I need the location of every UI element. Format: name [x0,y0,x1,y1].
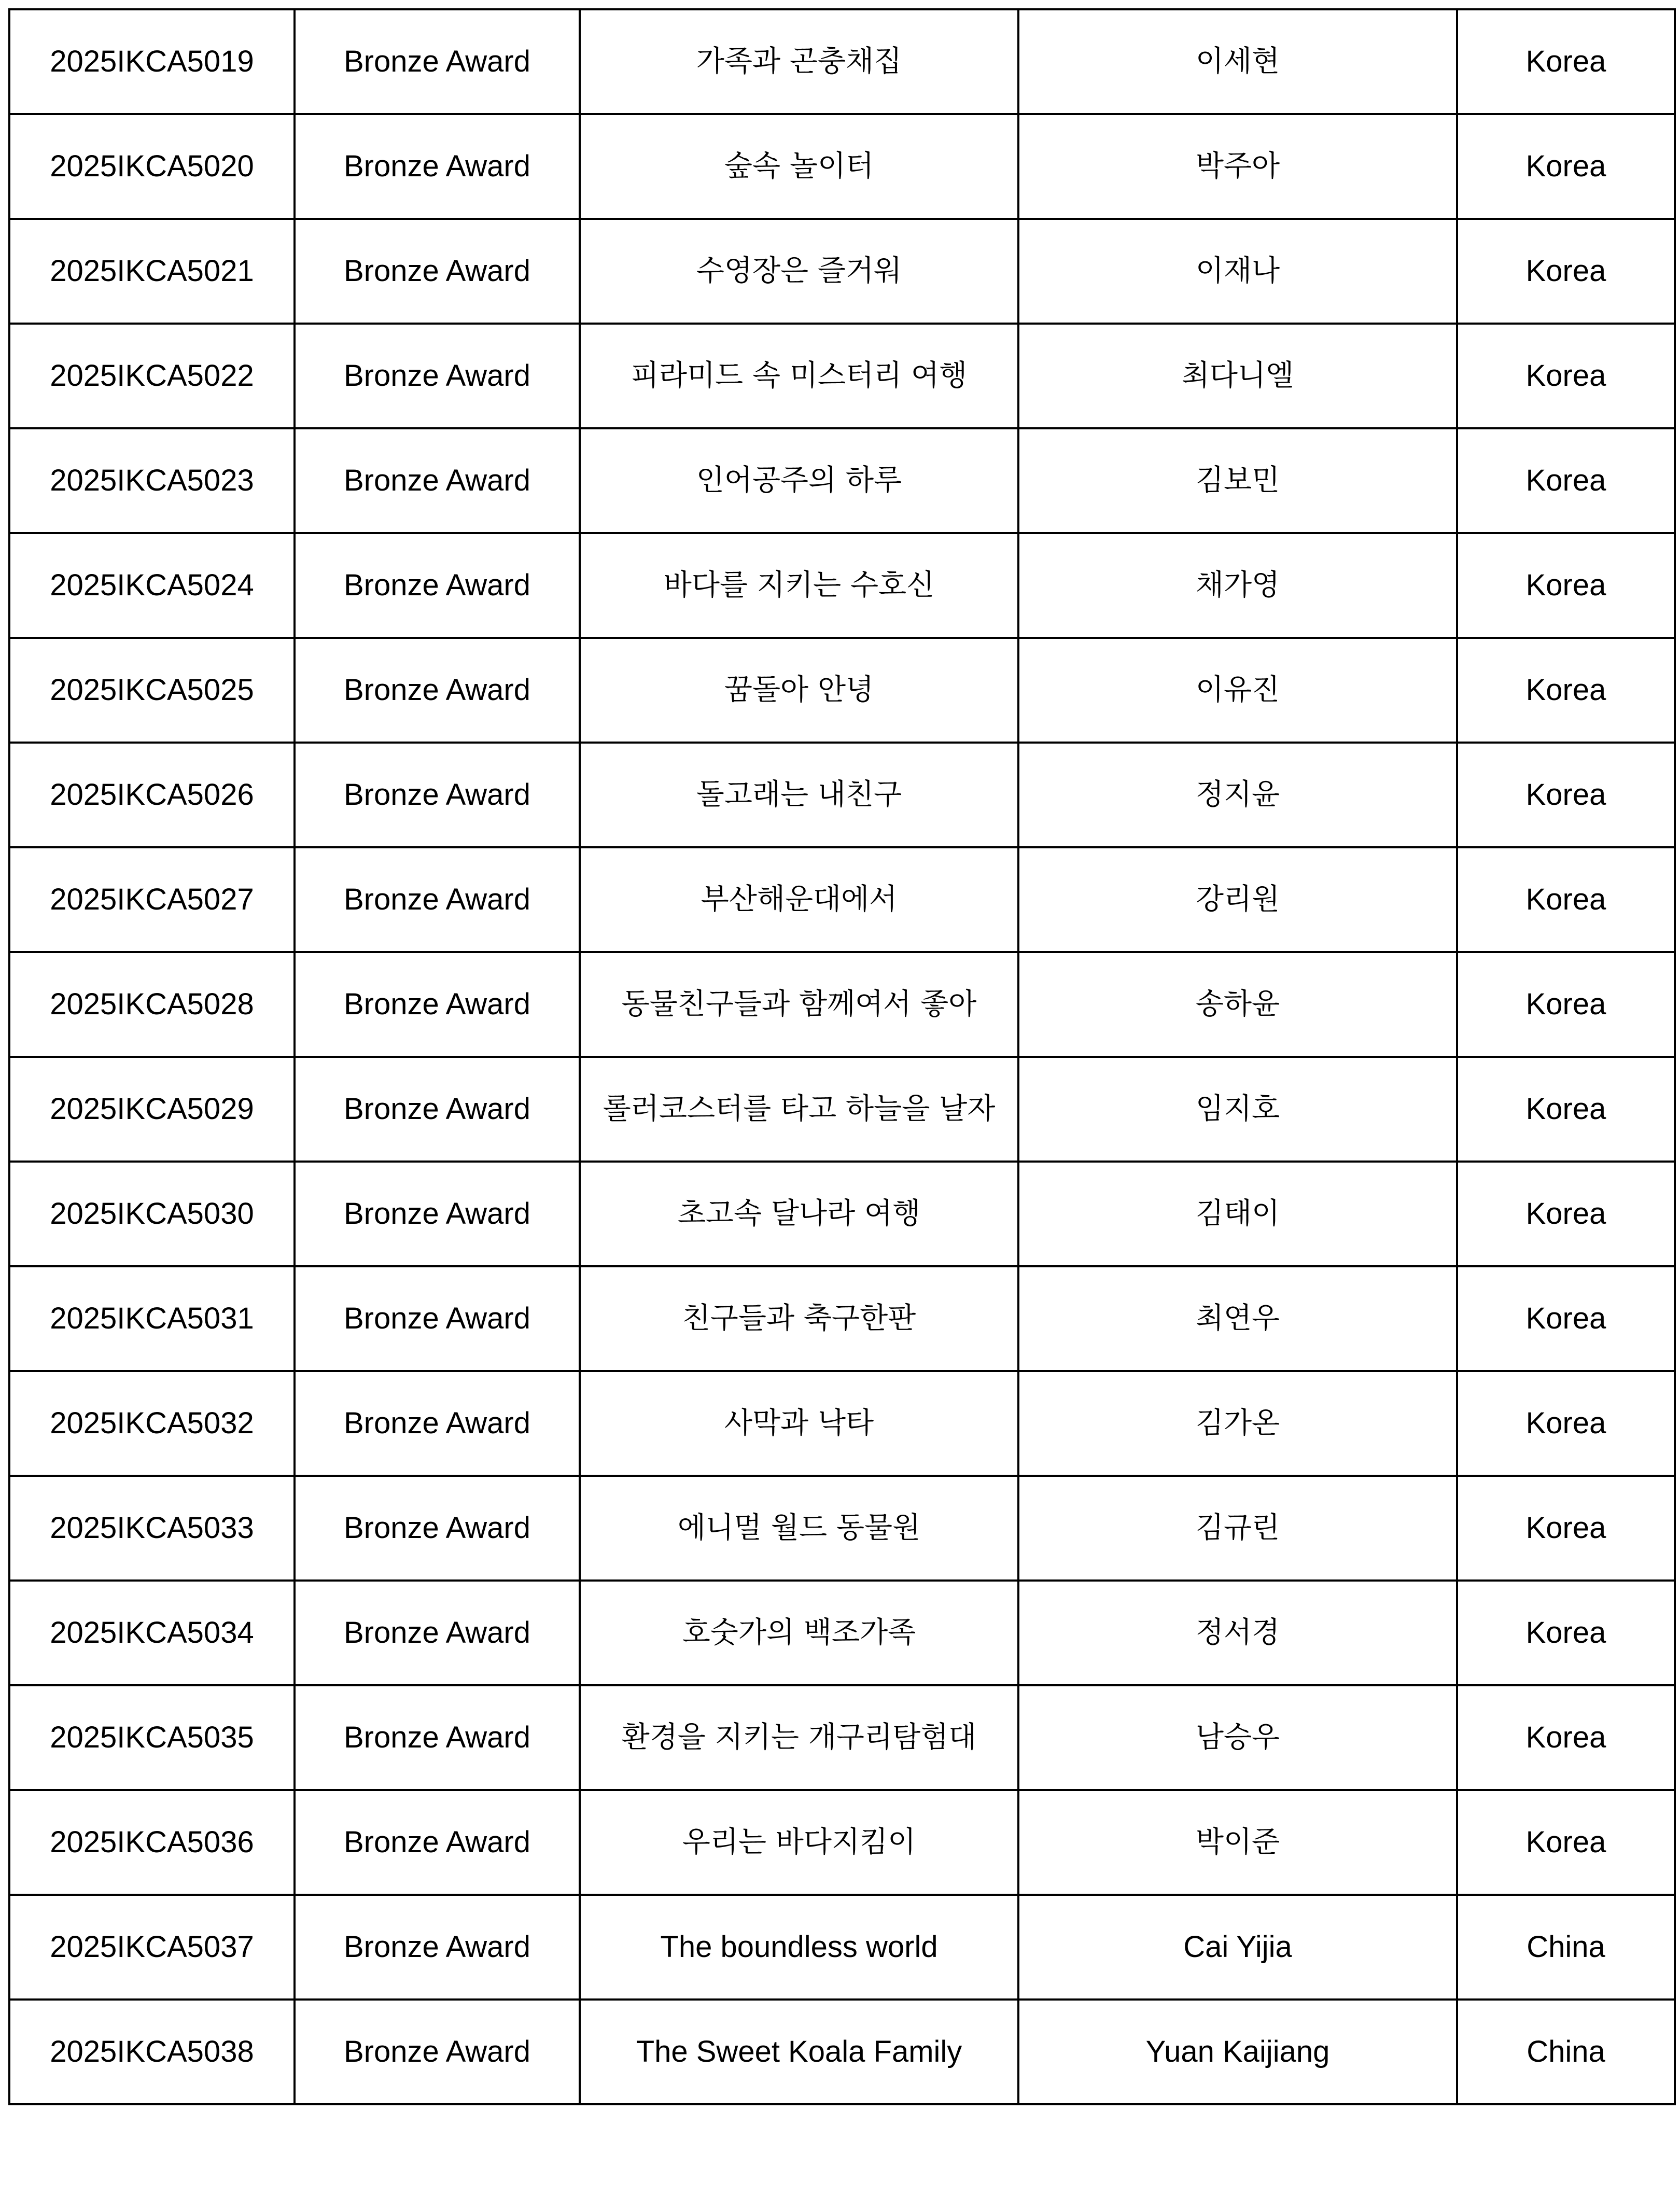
artist-name-cell: 채가영 [1018,533,1457,638]
artwork-title-cell: 숲속 놀이터 [580,114,1018,219]
artist-name-cell: Cai Yijia [1018,1895,1457,2000]
table-row [9,9,1675,114]
entry-id-cell: 2025IKCA5025 [9,638,295,743]
table-row [9,1790,1675,1895]
award-cell: Bronze Award [295,9,580,114]
entry-id-cell: 2025IKCA5023 [9,428,295,533]
artwork-title-cell: 돌고래는 내친구 [580,743,1018,847]
artwork-title-cell: The Sweet Koala Family [580,2000,1018,2104]
award-cell: Bronze Award [295,1790,580,1895]
country-cell: Korea [1457,1581,1675,1685]
award-cell: Bronze Award [295,533,580,638]
entry-id-cell: 2025IKCA5019 [9,9,295,114]
table-row [9,2000,1675,2104]
entry-id-cell: 2025IKCA5034 [9,1581,295,1685]
award-cell: Bronze Award [295,847,580,952]
table-row [9,952,1675,1057]
country-cell: Korea [1457,1266,1675,1371]
country-cell: China [1457,1895,1675,2000]
artist-name-cell: 정지윤 [1018,743,1457,847]
artwork-title-cell: 환경을 지키는 개구리탐험대 [580,1685,1018,1790]
award-cell: Bronze Award [295,1581,580,1685]
entry-id-cell: 2025IKCA5027 [9,847,295,952]
country-cell: Korea [1457,1057,1675,1162]
artist-name-cell: 최다니엘 [1018,324,1457,428]
artwork-title-cell: 초고속 달나라 여행 [580,1162,1018,1266]
country-cell: Korea [1457,324,1675,428]
artist-name-cell: 임지호 [1018,1057,1457,1162]
table-row [9,1581,1675,1685]
entry-id-cell: 2025IKCA5030 [9,1162,295,1266]
award-cell: Bronze Award [295,743,580,847]
country-cell: Korea [1457,9,1675,114]
entry-id-cell: 2025IKCA5036 [9,1790,295,1895]
artwork-title-cell: 친구들과 축구한판 [580,1266,1018,1371]
table-row [9,1476,1675,1581]
award-cell: Bronze Award [295,324,580,428]
award-cell: Bronze Award [295,2000,580,2104]
artist-name-cell: 박주아 [1018,114,1457,219]
entry-id-cell: 2025IKCA5037 [9,1895,295,2000]
award-cell: Bronze Award [295,1371,580,1476]
entry-id-cell: 2025IKCA5035 [9,1685,295,1790]
artist-name-cell: 이재나 [1018,219,1457,324]
entry-id-cell: 2025IKCA5033 [9,1476,295,1581]
artist-name-cell: 박이준 [1018,1790,1457,1895]
artwork-title-cell: 호숫가의 백조가족 [580,1581,1018,1685]
table-row [9,1371,1675,1476]
artwork-title-cell: 에니멀 월드 동물원 [580,1476,1018,1581]
artist-name-cell: 김가온 [1018,1371,1457,1476]
artwork-title-cell: 사막과 낙타 [580,1371,1018,1476]
award-table-body [9,9,1675,2104]
country-cell: Korea [1457,1476,1675,1581]
artwork-title-cell: 인어공주의 하루 [580,428,1018,533]
entry-id-cell: 2025IKCA5029 [9,1057,295,1162]
table-row [9,1057,1675,1162]
entry-id-cell: 2025IKCA5022 [9,324,295,428]
award-cell: Bronze Award [295,1266,580,1371]
table-row [9,638,1675,743]
artist-name-cell: 송하윤 [1018,952,1457,1057]
country-cell: Korea [1457,114,1675,219]
artist-name-cell: 이세현 [1018,9,1457,114]
artwork-title-cell: 바다를 지키는 수호신 [580,533,1018,638]
table-row [9,324,1675,428]
entry-id-cell: 2025IKCA5026 [9,743,295,847]
country-cell: Korea [1457,428,1675,533]
award-cell: Bronze Award [295,114,580,219]
artwork-title-cell: The boundless world [580,1895,1018,2000]
country-cell: Korea [1457,952,1675,1057]
country-cell: China [1457,2000,1675,2104]
country-cell: Korea [1457,847,1675,952]
entry-id-cell: 2025IKCA5028 [9,952,295,1057]
table-row [9,1895,1675,2000]
country-cell: Korea [1457,219,1675,324]
table-row [9,1685,1675,1790]
entry-id-cell: 2025IKCA5021 [9,219,295,324]
country-cell: Korea [1457,533,1675,638]
artist-name-cell: 최연우 [1018,1266,1457,1371]
artwork-title-cell: 롤러코스터를 타고 하늘을 날자 [580,1057,1018,1162]
artwork-title-cell: 피라미드 속 미스터리 여행 [580,324,1018,428]
table-row [9,219,1675,324]
artwork-title-cell: 수영장은 즐거워 [580,219,1018,324]
award-cell: Bronze Award [295,952,580,1057]
award-cell: Bronze Award [295,1057,580,1162]
country-cell: Korea [1457,1371,1675,1476]
award-results-table [8,8,1676,2105]
country-cell: Korea [1457,1790,1675,1895]
award-cell: Bronze Award [295,219,580,324]
award-cell: Bronze Award [295,1476,580,1581]
table-row [9,847,1675,952]
entry-id-cell: 2025IKCA5032 [9,1371,295,1476]
table-row [9,428,1675,533]
table-row [9,1266,1675,1371]
country-cell: Korea [1457,1162,1675,1266]
artwork-title-cell: 우리는 바다지킴이 [580,1790,1018,1895]
award-cell: Bronze Award [295,1685,580,1790]
country-cell: Korea [1457,1685,1675,1790]
artist-name-cell: 김태이 [1018,1162,1457,1266]
table-row [9,743,1675,847]
award-cell: Bronze Award [295,428,580,533]
artwork-title-cell: 가족과 곤충채집 [580,9,1018,114]
artist-name-cell: 정서경 [1018,1581,1457,1685]
table-row [9,114,1675,219]
artist-name-cell: 남승우 [1018,1685,1457,1790]
artist-name-cell: 이유진 [1018,638,1457,743]
table-row [9,1162,1675,1266]
artist-name-cell: 강리원 [1018,847,1457,952]
artwork-title-cell: 꿈돌아 안녕 [580,638,1018,743]
table-row [9,533,1675,638]
artwork-title-cell: 부산해운대에서 [580,847,1018,952]
entry-id-cell: 2025IKCA5020 [9,114,295,219]
entry-id-cell: 2025IKCA5031 [9,1266,295,1371]
artist-name-cell: Yuan Kaijiang [1018,2000,1457,2104]
artwork-title-cell: 동물친구들과 함께여서 좋아 [580,952,1018,1057]
country-cell: Korea [1457,638,1675,743]
award-cell: Bronze Award [295,1162,580,1266]
artist-name-cell: 김규린 [1018,1476,1457,1581]
award-cell: Bronze Award [295,1895,580,2000]
entry-id-cell: 2025IKCA5038 [9,2000,295,2104]
entry-id-cell: 2025IKCA5024 [9,533,295,638]
artist-name-cell: 김보민 [1018,428,1457,533]
country-cell: Korea [1457,743,1675,847]
award-cell: Bronze Award [295,638,580,743]
